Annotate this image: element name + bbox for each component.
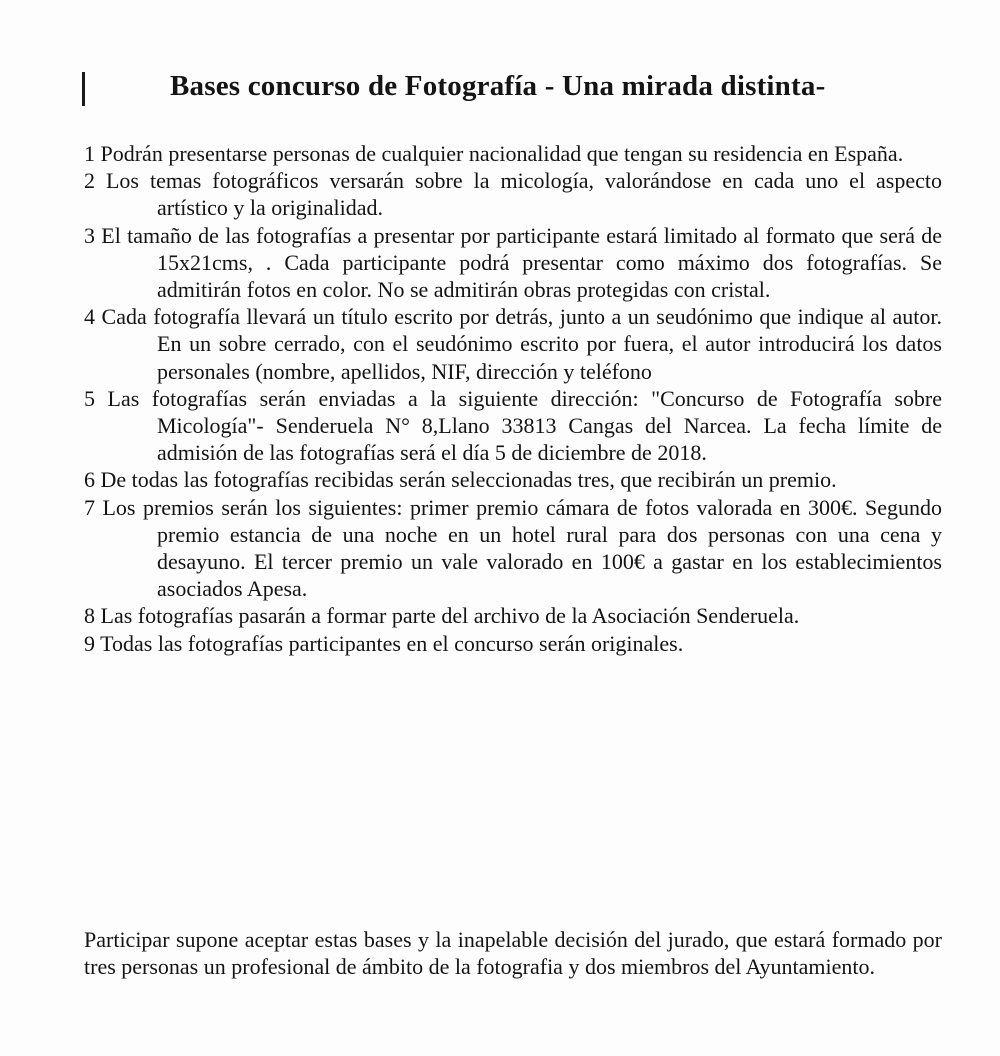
rule-number: 7 [84,494,95,520]
rule-item-4 [84,303,942,385]
rule-text: Los temas fotográficos versarán sobre la micología, valorándose en cada uno el aspecto artístico y la originalidad. [105,168,943,221]
rule-item-1 [84,140,942,167]
rule-item-2 [84,167,942,221]
rule-text: Cada fotografía llevará un título escrito por detrás, junto a un seudónimo que indique al autor. En un sobre cerrado, con el seudónimo escrito por fuera, el autor introducirá los datos personales (nombre, apellidos, NIF, dirección y teléfono [101,304,943,384]
rule-text: Las fotografías pasarán a formar parte del archivo de la Asociación Senderuela. [100,603,800,629]
rule-item-3 [84,222,942,304]
rule-text: Todas las fotografías participantes en el concurso serán originales. [100,630,684,656]
rule-item-7 [84,494,942,603]
text-cursor-bar [82,72,85,106]
rule-number: 5 [84,385,95,411]
rule-number: 3 [84,222,95,248]
rule-number: 4 [84,304,95,330]
rule-text: Los premios serán los siguientes: primer premio cámara de fotos valorada en 300€. Segundo premio estancia de una noche en un hotel rural para dos personas con una cena y desayuno. El tercer premio un vale valorado en 100€ a gastar en los establecimientos asociados Apesa. [102,494,942,602]
rule-item-6 [84,466,942,493]
rules-list [84,140,942,657]
rule-number: 8 [84,603,95,629]
rule-number: 9 [84,630,95,656]
rule-text: De todas las fotografías recibidas serán seleccionadas tres, que recibirán un premio. [100,467,837,493]
rule-text: Las fotografías serán enviadas a la siguiente dirección: "Concurso de Fotografía sobre Micología"- Senderuela N° 8,Llano 33813 Cangas del Narcea. La fecha límite de admisión de las fotografías será el día 5 de diciembre de 2018. [107,385,942,466]
rule-number: 2 [84,168,95,194]
rule-text: Podrán presentarse personas de cualquier nacionalidad que tengan su residencia en España. [100,141,904,166]
rule-number: 1 [84,141,95,166]
rule-number: 6 [84,467,95,493]
rule-text: El tamaño de las fotografías a presentar por participante estará limitado al formato que será de 15x21cms, . Cada participante podrá presentar como máximo dos fotografías. Se admitirán fotos en color. No se admitirán obras protegidas con cristal. [101,222,943,303]
rule-item-5 [84,385,942,467]
document-title: Bases concurso de Fotografía - Una mirada distinta- [170,70,826,102]
rule-item-9 [84,630,942,657]
rule-item-8 [84,602,942,629]
closing-paragraph: Participar supone aceptar estas bases y la inapelable decisión del jurado, que estará formado por tres personas un profesional de ámbito de la fotografia y dos miembros del Ayuntamiento. [84,927,942,980]
